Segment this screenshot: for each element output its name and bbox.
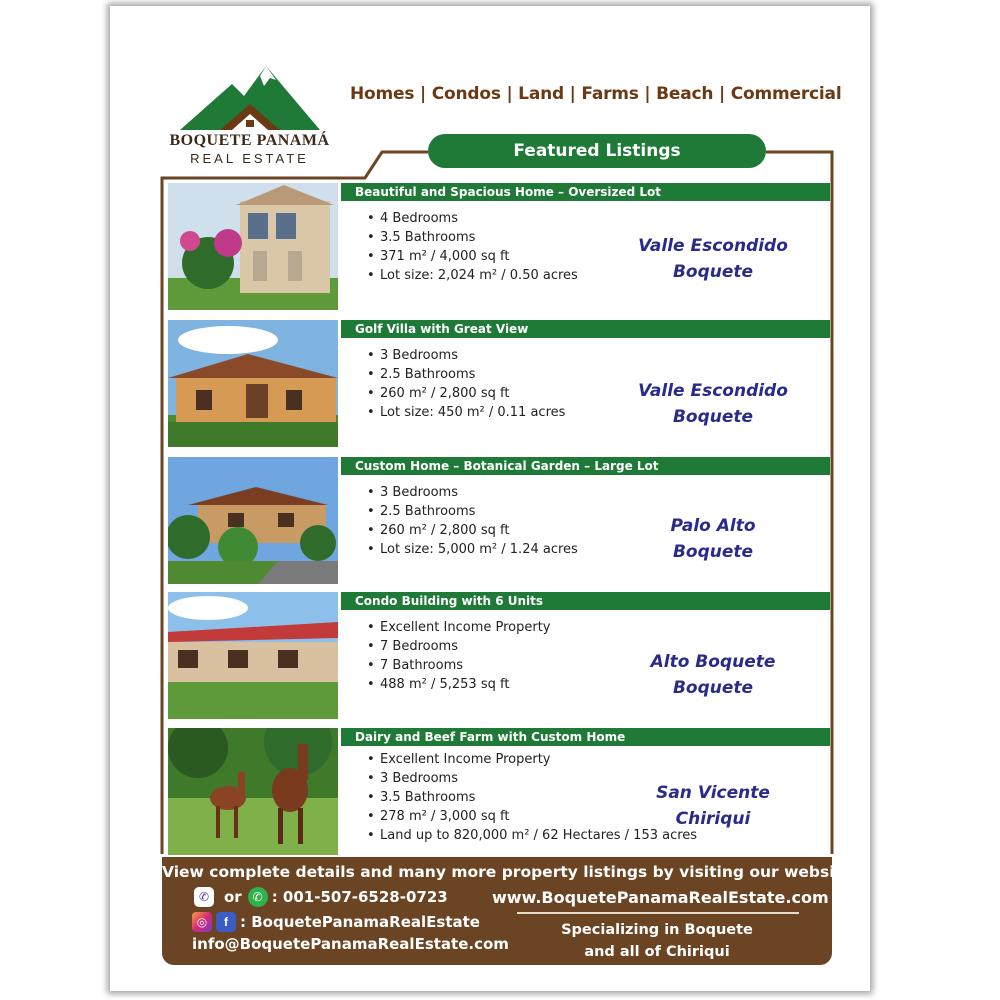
location-town: Boquete — [672, 678, 754, 698]
listing-title: Golf Villa with Great View — [341, 320, 830, 338]
logo-name: BOQUETE PANAMÁ — [169, 132, 330, 149]
feature-item: • 278 m² / 3,000 sq ft — [367, 807, 697, 826]
listing-card[interactable] — [168, 457, 830, 588]
location-town: Boquete — [672, 542, 754, 562]
listing-title: Condo Building with 6 Units — [341, 592, 830, 610]
feature-item: • 7 Bedrooms — [367, 637, 551, 656]
location-town: Chiriqui — [675, 809, 751, 829]
location-area: San Vicente — [656, 783, 770, 803]
location-area: Alto Boquete — [650, 652, 776, 672]
feature-item: • 4 Bedrooms — [367, 209, 578, 228]
listing-location — [613, 378, 813, 430]
social-contact[interactable] — [192, 912, 480, 932]
feature-item: • 488 m² / 5,253 sq ft — [367, 675, 551, 694]
listing-location — [613, 513, 813, 565]
mountain-house-icon — [180, 66, 320, 130]
tagline — [542, 919, 772, 963]
feature-list — [367, 618, 551, 694]
feature-item: • 2.5 Bathrooms — [367, 365, 565, 384]
listing-title: Dairy and Beef Farm with Custom Home — [341, 728, 830, 746]
horses-photo[interactable] — [168, 728, 338, 855]
villa-photo[interactable] — [168, 320, 338, 447]
category-nav[interactable]: Homes | Condos | Land | Farms | Beach | Commercial — [350, 84, 842, 104]
listing-card[interactable] — [168, 320, 830, 451]
footer-divider — [517, 912, 799, 914]
phone-contact[interactable] — [194, 887, 448, 907]
company-logo[interactable] — [162, 66, 337, 176]
logo-subtitle: REAL ESTATE — [190, 151, 309, 166]
listing-title: Beautiful and Spacious Home – Oversized Lot — [341, 183, 830, 201]
feature-item: • Excellent Income Property — [367, 618, 551, 637]
featured-listings-banner: Featured Listings — [428, 134, 766, 168]
feature-item: • 3.5 Bathrooms — [367, 228, 578, 247]
or-label: or — [224, 888, 242, 906]
garden-home-photo[interactable] — [168, 457, 338, 584]
website-cta: View complete details and many more property listings by visiting our website: — [162, 863, 859, 881]
feature-item: • 3 Bedrooms — [367, 769, 697, 788]
feature-item: • Lot size: 2,024 m² / 0.50 acres — [367, 266, 578, 285]
listing-location — [613, 233, 813, 285]
viber-icon[interactable]: ✆ — [194, 887, 214, 907]
social-handle[interactable]: : BoquetePanamaRealEstate — [240, 913, 480, 931]
feature-list — [367, 346, 565, 422]
listing-location — [613, 780, 813, 832]
feature-item: • 7 Bathrooms — [367, 656, 551, 675]
whatsapp-icon[interactable]: ✆ — [248, 887, 268, 907]
listing-location — [613, 649, 813, 701]
house-photo[interactable] — [168, 183, 338, 310]
feature-item: • 3 Bedrooms — [367, 483, 578, 502]
location-town: Boquete — [672, 407, 754, 427]
condo-photo[interactable] — [168, 592, 338, 719]
phone-number[interactable]: : 001-507-6528-0723 — [271, 888, 448, 906]
location-area: Valle Escondido — [638, 236, 788, 256]
feature-item: • 3.5 Bathrooms — [367, 788, 697, 807]
listing-title: Custom Home – Botanical Garden – Large Lot — [341, 457, 830, 475]
flyer-sheet — [110, 6, 870, 991]
location-town: Boquete — [672, 262, 754, 282]
website-link[interactable]: www.BoquetePanamaRealEstate.com — [492, 888, 829, 907]
location-area: Palo Alto — [670, 516, 756, 536]
listing-card[interactable] — [168, 728, 830, 859]
feature-item: • 371 m² / 4,000 sq ft — [367, 247, 578, 266]
facebook-icon[interactable]: f — [216, 912, 236, 932]
feature-item: • 3 Bedrooms — [367, 346, 565, 365]
tagline-line: Specializing in Boquete — [561, 922, 753, 938]
feature-item: • 2.5 Bathrooms — [367, 502, 578, 521]
feature-item: • Lot size: 450 m² / 0.11 acres — [367, 403, 565, 422]
contact-footer — [162, 857, 859, 965]
feature-item: • Land up to 820,000 m² / 62 Hectares / 153 acres — [367, 826, 697, 845]
feature-item: • 260 m² / 2,800 sq ft — [367, 384, 565, 403]
feature-item: • Lot size: 5,000 m² / 1.24 acres — [367, 540, 578, 559]
listing-card[interactable] — [168, 183, 830, 314]
instagram-icon[interactable]: ◎ — [192, 912, 212, 932]
listing-card[interactable] — [168, 592, 830, 723]
location-area: Valle Escondido — [638, 381, 788, 401]
feature-list — [367, 483, 578, 559]
feature-item: • Excellent Income Property — [367, 750, 697, 769]
tagline-line: and all of Chiriqui — [584, 944, 730, 960]
feature-list — [367, 209, 578, 285]
feature-item: • 260 m² / 2,800 sq ft — [367, 521, 578, 540]
email-link[interactable]: info@BoquetePanamaRealEstate.com — [192, 935, 509, 953]
